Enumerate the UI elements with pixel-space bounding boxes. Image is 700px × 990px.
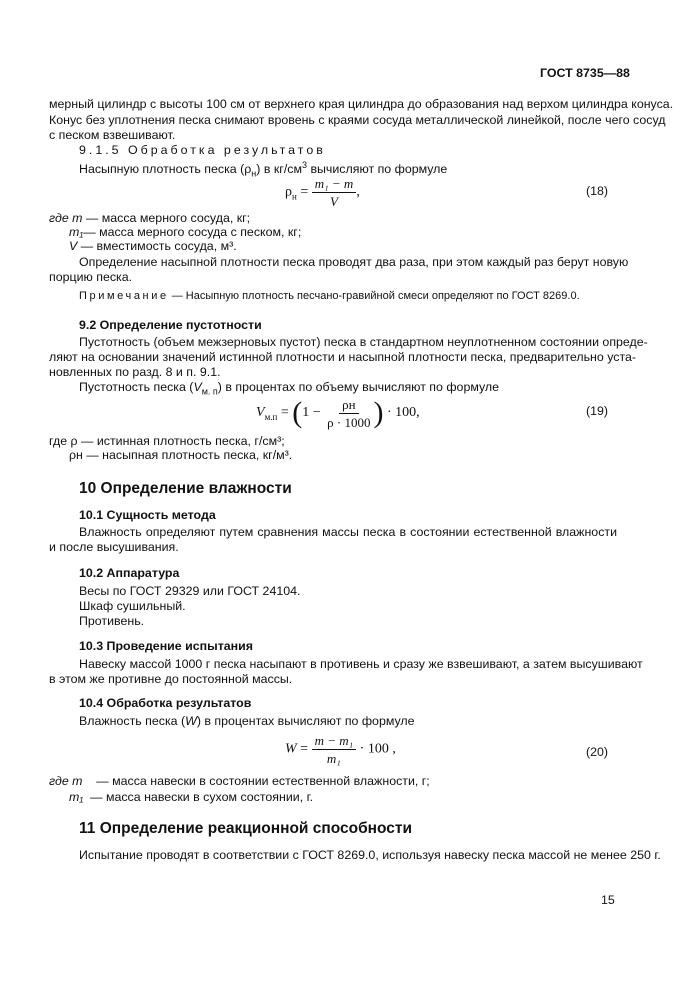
section-heading-11: 11 Определение реакционной способности [79,820,413,837]
paragraph-repeat-line-2: порцию песка. [49,270,133,284]
section-10-1-line-1: Влажность определяют путем сравнения массы песка в состоянии естественной влажности [79,525,617,539]
equipment-item-2: Шкаф сушильный. [79,599,186,613]
formula-19: $V_{м.п} = (1$ − $\frac{\rho н}{\rho \cdot 1000}$ ) · 100, [256,396,420,430]
equipment-item-3: Противень. [79,614,145,628]
section-9-2-line-1: Пустотность (объем межзерновых пустот) песка в стандартном неуплотненном состоянии опреде- [79,335,648,349]
legend-19-item-2: ρн — насыпная плотность песка, кг/м³. [69,448,293,462]
formula-19-intro: Пустотность песка $(V_{м. п})$ в процентах по объему вычисляют по формуле [79,380,500,397]
equation-number-18: (18) [586,184,609,198]
legend-19-item-1: где ρ — истинная плотность песка, г/см³; [49,434,285,448]
note: Примечание — Насыпную плотность песчано-гравийной смеси определяют по ГОСТ 8269.0. [79,290,580,302]
legend-18-item-1: где m — масса мерного сосуда, кг; [49,211,251,225]
section-11-paragraph: Испытание проводят в соответствии с ГОСТ 8269.0, используя навеску песка массой не менее 250 г. [79,848,661,862]
subsection-heading-10-1: 10.1 Сущность метода [79,508,216,522]
formula-20-intro: Влажность песка (W) в процентах вычисляют по формуле [79,714,415,728]
legend-20-item-2: m₁ — масса навески в сухом состоянии, г. [69,790,314,804]
subsection-heading-10-3: 10.3 Проведение испытания [79,639,254,653]
section-10-1-line-2: и после высушивания. [49,540,179,554]
legend-18-item-3: V — вместимость сосуда, м³. [69,239,237,253]
legend-20-item-1: где m — масса навески в состоянии естественной влажности, г; [49,774,430,788]
section-heading-10: 10 Определение влажности [79,480,292,497]
equation-number-20: (20) [586,745,609,759]
section-heading-9-2: 9.2 Определение пустотности [79,318,262,332]
equipment-item-1: Весы по ГОСТ 29329 или ГОСТ 24104. [79,584,301,598]
continuation-line-3: с песком взвешивают. [49,128,176,142]
document-code: ГОСТ 8735—88 [540,66,630,80]
legend-18-item-2: m₁— масса мерного сосуда с песком, кг; [69,225,302,239]
subsection-heading-9-1-5: 9.1.5 Обработка результатов [79,143,326,157]
continuation-line-1: мерный цилиндр с высоты 100 см от верхнего края цилиндра до образования над верхом цилиндра конуса. [49,97,674,111]
formula-18: $\rho_н$ = $\frac{\text{m₁ − m}}{V}$ , [285,176,360,209]
formula-18-intro: Насыпную плотность песка $(\rho_н)$ в $кг/см^3$ вычисляют по формуле [79,160,448,179]
section-9-2-line-2: ляют на основании значений истинной плотности и насыпной плотности песка, предварительно уста- [49,350,637,364]
section-10-3-line-2: в этом же противне до постоянной массы. [49,672,293,686]
continuation-line-2: Конус без уплотнения песка снимают вровень с краями сосуда металлической линейкой, после чего сосуд [49,113,666,127]
subsection-heading-10-2: 10.2 Аппаратура [79,566,180,580]
page-number: 15 [601,893,615,907]
equation-number-19: (19) [586,404,609,418]
formula-20: W = $\frac{\text{m − m₁}}{\text{m₁}}$ · 100 , [285,733,396,766]
section-9-2-line-3: новленных по разд. 8 и п. 9.1. [49,365,221,379]
section-10-3-line-1: Навеску массой 1000 г песка насыпают в противень и сразу же взвешивают, а затем высушивают [79,657,643,671]
subsection-heading-10-4: 10.4 Обработка результатов [79,696,252,710]
paragraph-repeat-line-1: Определение насыпной плотности песка проводят два раза, при этом каждый раз берут новую [79,255,629,269]
